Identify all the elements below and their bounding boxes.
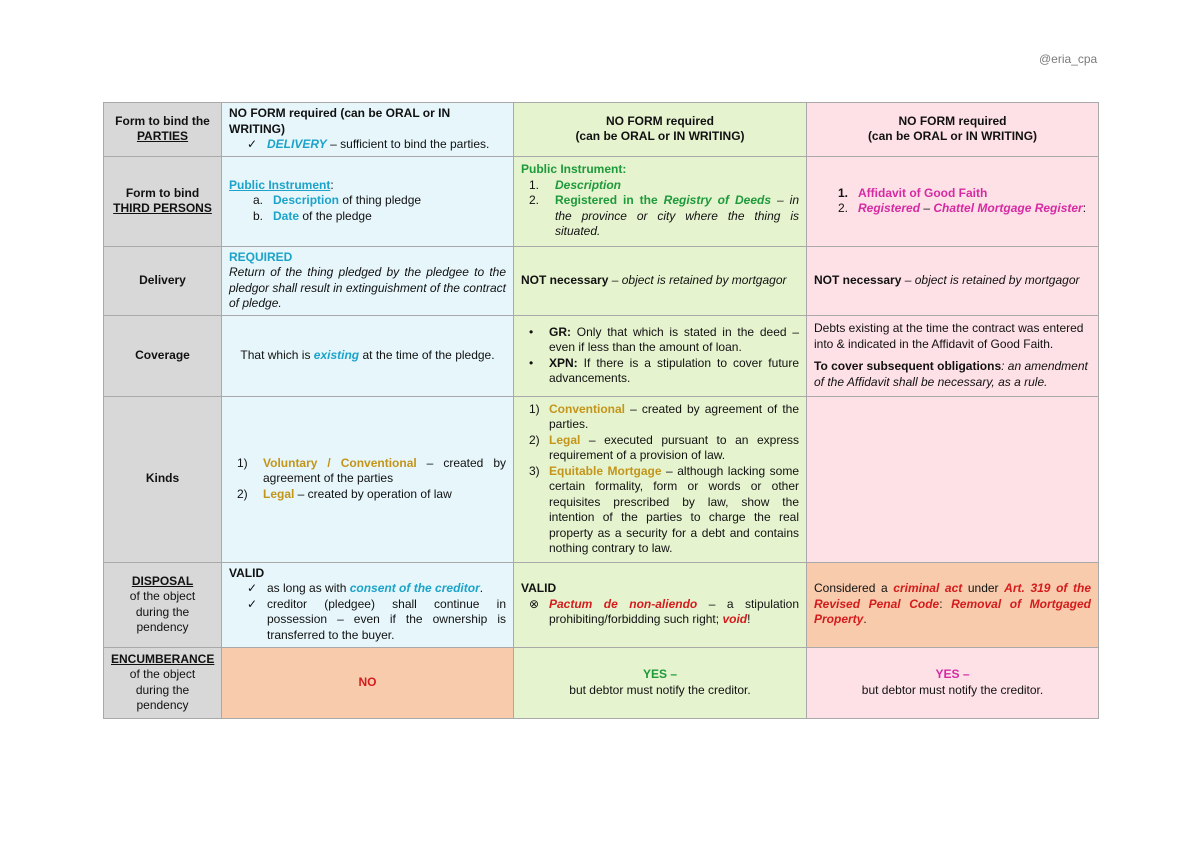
cell-text: Considered a	[814, 581, 894, 596]
list-item	[229, 581, 506, 597]
cell-value: NO	[358, 674, 377, 689]
row-header-form-parties	[104, 103, 222, 157]
term: Chattel Mortgage Register	[933, 201, 1083, 215]
term-italic: Registry of Deeds	[663, 193, 771, 208]
author-watermark: @eria_cpa	[1039, 52, 1098, 66]
list-item	[521, 193, 799, 240]
third-coverage	[807, 315, 1099, 396]
term: Voluntary / Conventional	[263, 455, 417, 470]
list-marker: 1.	[529, 177, 540, 192]
chattel-delivery	[514, 246, 807, 315]
chattel-form-parties	[514, 103, 807, 157]
row-header-form-third	[104, 156, 222, 246]
cell-text: but debtor must notify the creditor.	[861, 682, 1044, 697]
third-delivery	[807, 246, 1099, 315]
list-item	[229, 487, 506, 503]
chattel-kinds	[514, 396, 807, 562]
row-coverage	[104, 315, 1099, 396]
list-item	[229, 193, 506, 209]
checkmark-icon: ✓	[247, 581, 258, 596]
list-item	[521, 356, 799, 387]
item-text: If there is a stipulation to cover future advancements.	[549, 355, 799, 385]
pledge-disposal	[222, 562, 514, 647]
prohibited-icon: ⊗	[529, 596, 540, 611]
cell-title: NO FORM required (can be ORAL or IN WRITING)	[229, 106, 451, 136]
cell-title: Public Instrument:	[521, 162, 627, 177]
cell-text: :	[939, 596, 952, 611]
list-item	[521, 402, 799, 433]
bold-text: NOT necessary	[521, 272, 609, 287]
item-text: of thing pledge	[339, 193, 422, 208]
cell-text: Debts existing at the time the contract was entered into & indicated in the Affidavit of Good Faith.	[814, 321, 1084, 351]
term: existing	[313, 347, 360, 362]
header-line: during the	[135, 682, 190, 697]
row-form-third-persons	[104, 156, 1099, 246]
header-line: pendency	[136, 620, 189, 634]
cell-text: but debtor must notify the creditor.	[569, 682, 751, 697]
chattel-form-third	[514, 156, 807, 246]
item-text: – a stipulation prohibiting/forbidding such right;	[549, 596, 799, 627]
row-header-coverage: Coverage	[104, 315, 222, 396]
row-disposal	[104, 562, 1099, 647]
item-text: Only that which is stated in the deed – even if less than the amount of loan.	[549, 324, 799, 354]
cell-line: NO FORM required	[898, 113, 1007, 128]
list-marker: 2)	[529, 432, 540, 447]
cell-text: .	[863, 612, 867, 627]
cell-text: That which is	[240, 347, 314, 362]
header-line: Form to bind the	[115, 113, 210, 128]
cell-text: Return of the thing pledged by the pledgee to the pledgor shall result in extinguishment of the contract of pledge.	[229, 265, 506, 310]
list-item	[521, 464, 799, 557]
term: Date	[273, 208, 300, 223]
list-item	[229, 137, 506, 153]
header-line-underlined: ENCUMBERANCE	[111, 651, 215, 666]
row-header-kinds: Kinds	[104, 396, 222, 562]
item-text: as long as with	[267, 581, 350, 596]
list-item	[814, 186, 1091, 202]
list-item	[521, 433, 799, 464]
pledge-delivery	[222, 246, 514, 315]
dash: –	[920, 201, 934, 215]
list-marker: 3)	[529, 463, 540, 478]
term: Conventional	[549, 401, 626, 416]
item-text: – executed pursuant to an express requirement of a provision of law.	[549, 432, 799, 462]
pledge-kinds	[222, 396, 514, 562]
list-item	[229, 597, 506, 644]
item-text: of the pledge	[299, 208, 372, 223]
header-line: of the object	[129, 667, 196, 681]
cell-value: YES –	[642, 667, 678, 681]
third-disposal	[807, 562, 1099, 647]
header-line-underlined: PARTIES	[136, 129, 189, 144]
list-item	[521, 178, 799, 194]
term: DELIVERY	[267, 137, 327, 151]
term: Legal	[549, 432, 581, 447]
row-form-parties	[104, 103, 1099, 157]
header-line: pendency	[136, 698, 189, 712]
third-form-third	[807, 156, 1099, 246]
list-item	[229, 456, 506, 487]
list-item	[521, 325, 799, 356]
item-text: – created by agreement of the parties.	[549, 401, 799, 431]
list-marker: 1.	[838, 185, 849, 200]
term: Affidavit of Good Faith	[858, 185, 988, 200]
pledge-coverage	[222, 315, 514, 396]
bold-text: To cover subsequent obligations	[814, 359, 1002, 373]
list-item	[814, 201, 1091, 217]
cell-text: – object is retained by mortgagor	[608, 272, 787, 287]
item-text: :	[1082, 201, 1087, 215]
list-marker: b.	[253, 208, 264, 223]
bullet-icon: •	[529, 355, 534, 370]
cell-title: VALID	[229, 565, 265, 580]
row-header-encumbrance	[104, 647, 222, 718]
checkmark-icon: ✓	[247, 137, 258, 151]
cell-line: NO FORM required	[605, 113, 714, 128]
pledge-form-parties	[222, 103, 514, 157]
checkmark-icon: ✓	[247, 596, 258, 611]
list-marker: 2)	[237, 486, 248, 501]
header-line-underlined: DISPOSAL	[131, 573, 194, 588]
header-line: Form to bind	[125, 185, 200, 200]
term: Art. 319 of the Revised Penal Code	[814, 581, 1092, 611]
third-form-parties	[807, 103, 1099, 157]
list-marker: 2.	[838, 201, 849, 215]
bullet-icon: •	[529, 324, 534, 339]
term: Description	[555, 177, 622, 192]
pledge-form-third	[222, 156, 514, 246]
term: Pactum de non-aliendo	[549, 596, 698, 611]
term: Registered	[858, 201, 921, 215]
term: Removal of Mortgaged Property	[814, 596, 1091, 627]
item-text: !	[747, 612, 751, 627]
chattel-coverage	[514, 315, 807, 396]
item-text: .	[479, 581, 484, 596]
cell-title: Public Instrument	[229, 177, 331, 192]
header-line-underlined: THIRD PERSONS	[113, 201, 212, 215]
list-item	[521, 597, 799, 628]
chattel-encumbrance	[514, 647, 807, 718]
pledge-encumbrance	[222, 647, 514, 718]
bold-text: NOT necessary	[814, 272, 902, 287]
label: XPN:	[549, 355, 578, 370]
cell-text: under	[962, 581, 1005, 596]
cell-text: : an amendment of the Affidavit shall be necessary, as a rule.	[814, 359, 1088, 389]
cell-title: VALID	[521, 581, 557, 596]
item-text: – created by agreement of the parties	[263, 455, 506, 486]
list-marker: 2.	[529, 193, 540, 208]
item-text: – created by operation of law	[294, 486, 452, 501]
term: Equitable Mortgage	[549, 463, 662, 478]
item-text: – sufficient to bind the parties.	[326, 137, 490, 151]
comparison-table	[103, 102, 1099, 719]
label: GR:	[549, 324, 571, 339]
row-encumbrance	[104, 647, 1099, 718]
cell-line: (can be ORAL or IN WRITING)	[867, 129, 1038, 144]
list-marker: 1)	[237, 455, 248, 470]
header-line: during the	[135, 604, 190, 619]
term: Legal	[263, 486, 295, 501]
cell-line: (can be ORAL or IN WRITING)	[575, 129, 745, 144]
third-kinds-empty	[807, 396, 1099, 562]
cell-text: – object is retained by mortgagor	[901, 272, 1080, 287]
item-text: creditor (pledgee) shall continue in possession – even if the ownership is transferred to the buyer.	[267, 596, 506, 642]
row-header-disposal	[104, 562, 222, 647]
term: consent of the creditor	[349, 581, 480, 596]
cell-text: at the time of the pledge.	[359, 347, 495, 362]
colon: :	[330, 177, 334, 192]
term: Description	[273, 193, 340, 208]
row-header-delivery: Delivery	[104, 246, 222, 315]
item-text: – although lacking some certain formality, form or words or other requisites prescribed by law, show the intention of the parties to charge the real property as a security for a debt and contains nothing contrary to law.	[549, 463, 800, 555]
term: criminal act	[893, 581, 963, 596]
list-item	[229, 209, 506, 225]
row-delivery	[104, 246, 1099, 315]
term: void	[722, 612, 748, 627]
cell-title: REQUIRED	[229, 249, 293, 264]
list-marker: a.	[253, 193, 264, 208]
item-text: – in the province or city where the thing is situated.	[555, 193, 799, 239]
header-line: of the object	[129, 589, 196, 603]
term: Registered in the	[555, 193, 664, 208]
row-kinds	[104, 396, 1099, 562]
list-marker: 1)	[529, 401, 540, 416]
third-encumbrance	[807, 647, 1099, 718]
cell-value: YES –	[935, 667, 970, 681]
chattel-disposal	[514, 562, 807, 647]
